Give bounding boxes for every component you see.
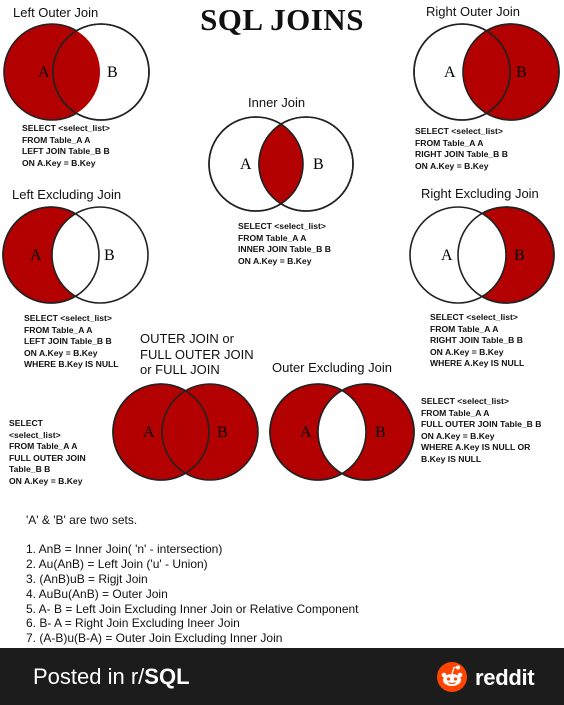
left-excluding-join-sql: SELECT <select_list> FROM Table_A A LEFT JOIN Table_B B ON A.Key = B.Key WHERE B.Key IS NULL [24,313,119,370]
venn-label-a: A [300,424,312,441]
left-outer-join-title: Left Outer Join [13,5,99,20]
right-outer-join-title: Right Outer Join [426,4,520,19]
outer-excluding-join-title: Outer Excluding Join [272,360,392,375]
venn-left-outer [4,24,149,120]
venn-label-a: A [143,424,155,441]
full-outer-join-sql: SELECT <select_list> FROM Table_A A FULL OUTER JOIN Table_B B ON A.Key = B.Key [9,418,86,486]
note-item: 6. B- A = Right Join Excluding Ineer Join [26,616,240,631]
inner-join-title: Inner Join [248,95,306,110]
note-item: 4. AuBu(AnB) = Outer Join [26,586,168,601]
subreddit-name: SQL [144,664,190,689]
venn-label-b: B [107,64,118,81]
venn-full-outer-circle-b [162,384,258,480]
left-excluding-join-title: Left Excluding Join [12,187,122,202]
reddit-alien-icon [436,661,468,693]
venn-left-excluding-circle-b [52,207,148,303]
right-outer-join-sql: SELECT <select_list> FROM Table_A A RIGHT JOIN Table_B B ON A.Key = B.Key [415,126,508,171]
venn-right-outer [414,24,559,120]
left-outer-join-sql: SELECT <select_list> FROM Table_A A LEFT JOIN Table_B B ON A.Key = B.Key [22,123,110,168]
note-item: 1. AnB = Inner Join( 'n' - intersection) [26,541,223,556]
reddit-wordmark: reddit [475,665,535,690]
venn-label-a: A [38,64,50,81]
note-item: 5. A- B = Left Join Excluding Inner Join or Relative Component [26,601,359,616]
set-notes [26,513,359,646]
right-excluding-join-title: Right Excluding Join [421,186,539,201]
posted-in-subreddit[interactable] [33,664,190,690]
venn-label-b: B [104,247,115,264]
reddit-footer-bar [0,648,564,705]
venn-label-a: A [240,156,252,173]
note-item: 3. (AnB)uB = Rigjt Join [26,571,148,586]
poster-title: SQL JOINS [200,2,364,37]
venn-label-b: B [313,156,324,173]
right-excluding-join-sql: SELECT <select_list> FROM Table_A A RIGHT JOIN Table_B B ON A.Key = B.Key WHERE A.Key IS NULL [430,312,525,369]
venn-label-b: B [375,424,386,441]
venn-outer-excluding [270,384,414,480]
notes-intro: 'A' & 'B' are two sets. [26,513,138,527]
venn-inner [209,117,353,211]
venn-label-a: A [30,247,42,264]
posted-prefix: Posted in r/ [33,664,145,689]
venn-label-a: A [441,247,453,264]
venn-label-a: A [444,64,456,81]
full-outer-join-title: OUTER JOIN or FULL OUTER JOIN or FULL JOIN [140,331,254,377]
note-item: 2. Au(AnB) = Left Join ('u' - Union) [26,556,208,571]
venn-label-b: B [514,247,525,264]
venn-right-excluding [410,207,554,303]
outer-excluding-join-sql: SELECT <select_list> FROM Table_A A FULL OUTER JOIN Table_B B ON A.Key = B.Key WHERE A.Key IS NULL OR B.Key IS NULL [421,396,542,464]
venn-full-outer [113,384,258,480]
venn-label-b: B [217,424,228,441]
note-item: 7. (A-B)u(B-A) = Outer Join Excluding Inner Join [26,631,283,646]
reddit-brand-link[interactable] [436,662,546,692]
venn-left-excluding [3,207,148,303]
inner-join-sql: SELECT <select_list> FROM Table_A A INNER JOIN Table_B B ON A.Key = B.Key [238,221,331,266]
venn-label-b: B [516,64,527,81]
